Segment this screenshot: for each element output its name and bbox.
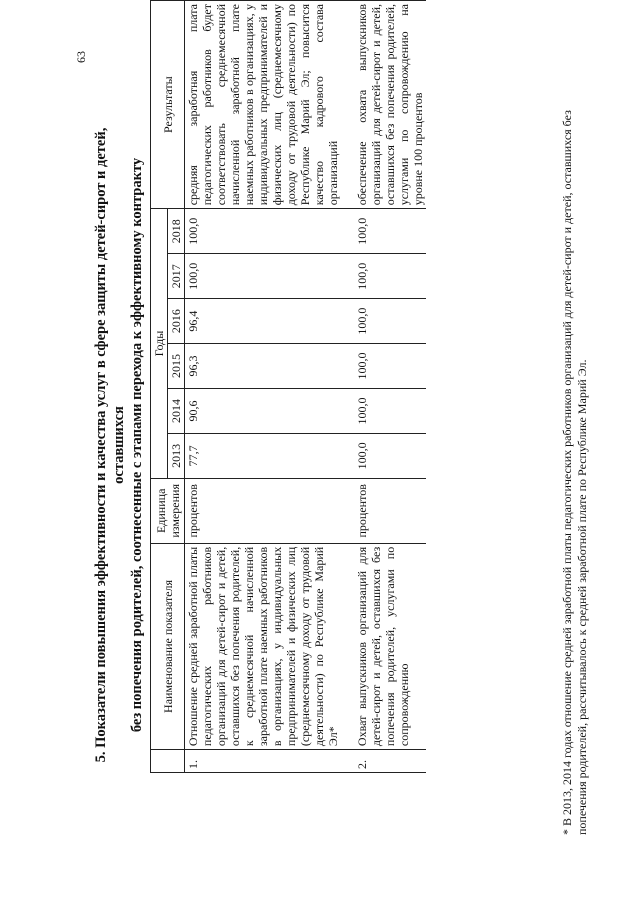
indicator-results: обеспечение охвата выпускников организаций для детей-сирот и детей, оставшихся без попечения родителей, услугами по сопровождению на уровне 100 процентов	[341, 1, 426, 209]
header-year-2018: 2018	[168, 209, 185, 254]
value-2013: 77,7	[185, 433, 342, 478]
header-year-2015: 2015	[168, 344, 185, 389]
header-years-group: Годы	[151, 209, 168, 479]
footnote: * В 2013, 2014 годах отношение средней заработной платы педагогических работников организаций для детей-сирот и детей, оставшихся без попечения родителей, рассчитывалось к средней заработной плате по Республике Марий Эл.	[560, 110, 589, 835]
table-row	[341, 1, 426, 773]
indicator-unit: процентов	[185, 478, 342, 543]
value-2016: 100,0	[341, 299, 426, 344]
indicator-name: Охват выпускников организаций для детей-сирот и детей, оставшихся без попечения родителей, услугами по сопровождению	[341, 543, 426, 749]
header-results: Результаты	[151, 1, 185, 209]
value-2014: 100,0	[341, 388, 426, 433]
header-num	[151, 750, 185, 773]
table-row	[185, 1, 342, 773]
indicator-name: Отношение средней заработной платы педагогических работников организаций для детей-сирот и детей, оставшихся без попечения родителей, к среднемесячной начисленной заработной плате наемных работников в организациях, у индивидуальных предпринимателей и физических лиц (среднемесячному доходу от трудовой деятельности) по Республике Марий Эл*	[185, 543, 342, 749]
value-2015: 100,0	[341, 344, 426, 389]
row-number: 1.	[185, 750, 342, 773]
value-2013: 100,0	[341, 433, 426, 478]
title-line-1: 5. Показатели повышения эффективности и качества услуг в сфере защиты детей-сирот и детей, оставшихся	[93, 127, 127, 763]
value-2014: 90,6	[185, 388, 342, 433]
indicator-results: средняя заработная плата педагогических работников будет соответствовать среднемесячной начисленной заработной плате наемных работников в организациях, у индивидуальных предпринимателей и физических лиц (среднемесячному доходу от трудовой деятельности) по Республике Марий Эл; повысится качество кадрового состава организаций	[185, 1, 342, 209]
indicator-unit: процентов	[341, 478, 426, 543]
header-year-2013: 2013	[168, 433, 185, 478]
title-line-2: без попечения родителей, соотнесенные с этапами перехода к эффективному контракту	[129, 157, 145, 733]
header-unit: Единица измерения	[151, 478, 185, 543]
indicators-table	[150, 0, 426, 773]
header-year-2016: 2016	[168, 299, 185, 344]
value-2016: 96,4	[185, 299, 342, 344]
value-2017: 100,0	[341, 254, 426, 299]
section-title	[92, 95, 146, 795]
page-number: 63	[74, 51, 88, 63]
value-2015: 96,3	[185, 344, 342, 389]
header-year-2014: 2014	[168, 388, 185, 433]
header-year-2017: 2017	[168, 254, 185, 299]
row-number: 2.	[341, 750, 426, 773]
header-name: Наименование показателя	[151, 543, 185, 749]
value-2017: 100,0	[185, 254, 342, 299]
value-2018: 100,0	[341, 209, 426, 254]
value-2018: 100,0	[185, 209, 342, 254]
